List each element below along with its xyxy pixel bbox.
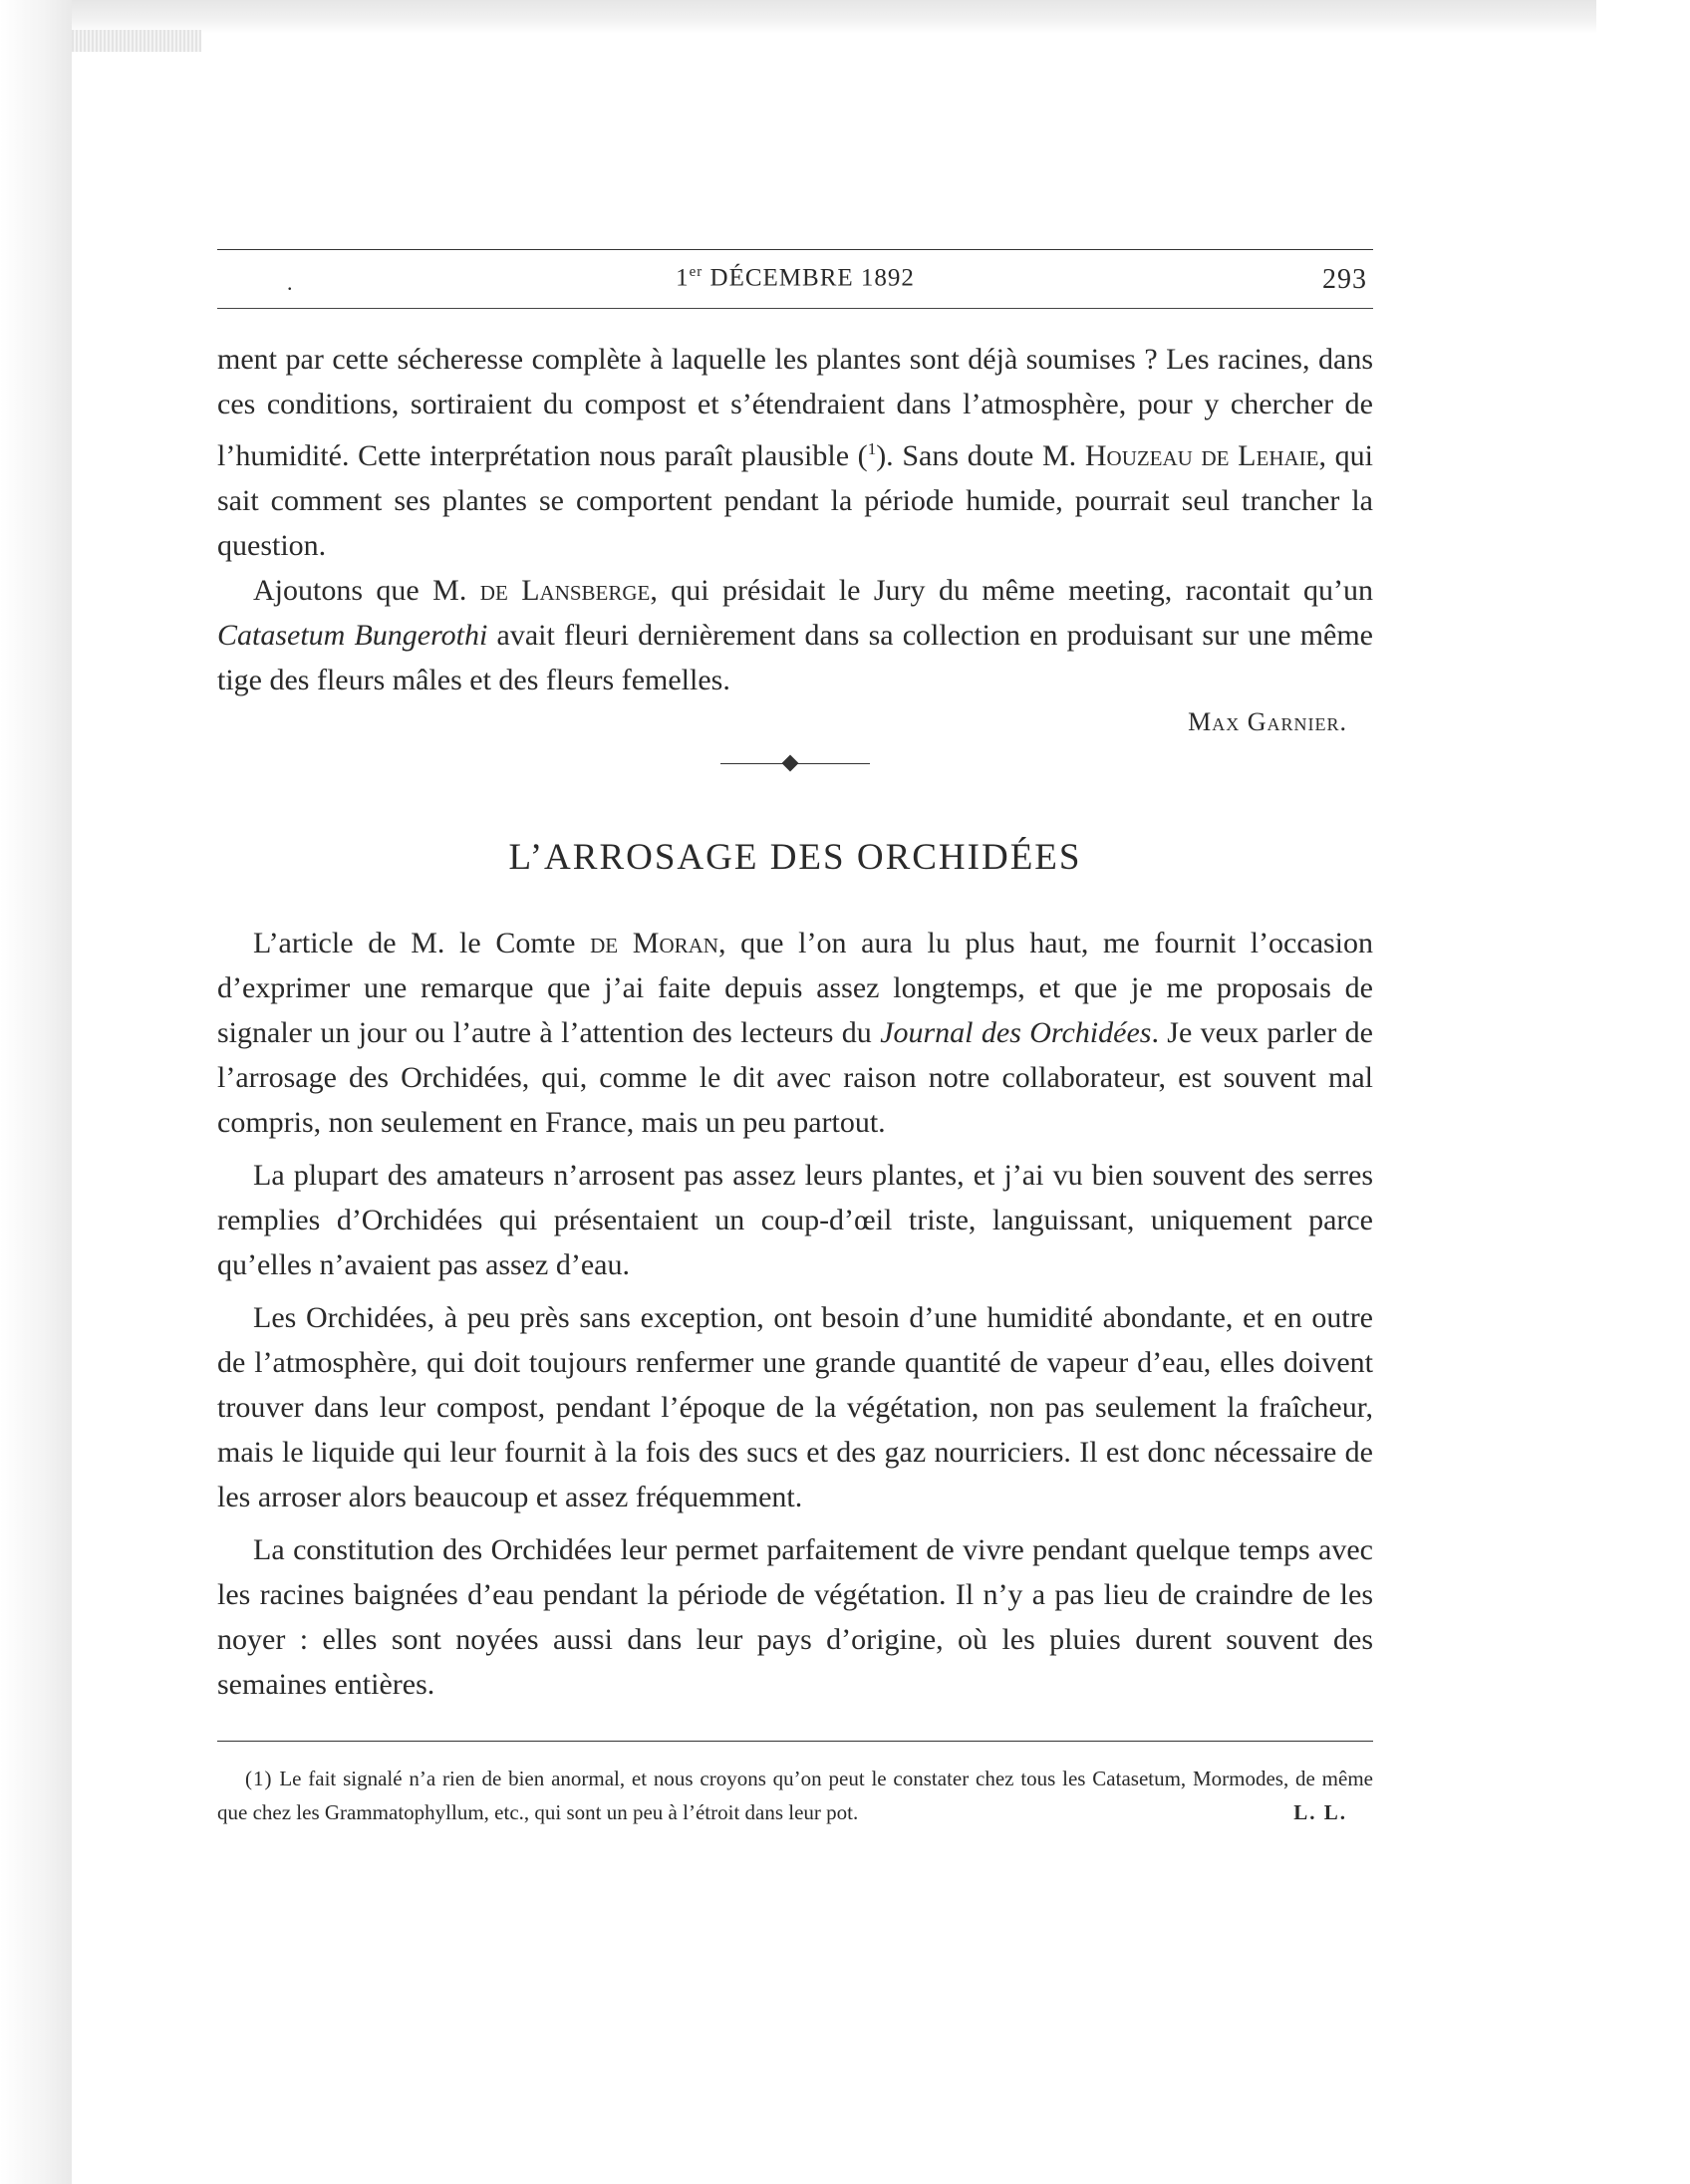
footnote-reference: 1 [867, 439, 877, 458]
running-header [217, 250, 1373, 308]
species-name: Catasetum Bungerothi [217, 619, 488, 652]
journal-title: Journal des Orchidées [880, 1016, 1152, 1049]
article-paragraph-3: Les Orchidées, à peu près sans exception, ont besoin d’une humidité abondante, et en outre de l’atmosphère, qui doit toujours renfermer une grande quantité de vapeur d’eau, elles doivent trouver dans leur compost, pendant l’époque de la végétation, non pas seulement la fraîcheur, mais le liquide qui leur fournit à la fois des sucs et des gaz nourriciers. Il est donc nécessaire de les arroser alors beaucoup et assez fréquemment. [217, 1301, 1373, 1513]
continued-text [217, 337, 1373, 742]
scan-edge-left [0, 0, 72, 2184]
article-paragraph-1: L’article de M. le Comte de Moran, que l’on aura lu plus haut, me fournit l’occasion d’exprimer une remarque que j’ai faite depuis assez longtemps, et que je me proposais de signaler un jour ou l’autre à l’attention des lecteurs du Journal des Orchidées. Je veux parler de l’arrosage des Orchidées, qui, comme le dit avec raison notre collaborateur, est souvent mal compris, non seulement en France, mais un peu partout. [217, 927, 1374, 1139]
footnote-number: (1) [245, 1767, 273, 1790]
section-divider-ornament [720, 756, 870, 772]
continued-paragraph-1: ment par cette sécheresse complète à laquelle les plantes sont déjà soumises ? Les racines, dans ces conditions, sortiraient du compost et s’étendraient dans l’atmosphère, pour y chercher de l’humidité. Cette interprétation nous paraît plausible ($^1$). Sans doute M. Houzeau de Lehaie, qui sait comment ses plantes se comportent pendant la période humide, pourrait seul trancher la question. [217, 343, 1373, 562]
article-body [217, 921, 1373, 1707]
footnote-initials: L. L. [1293, 1800, 1347, 1824]
scan-corner-artifact [72, 30, 201, 52]
page-number: 293 [1322, 264, 1367, 295]
header-bottom-rule [217, 308, 1373, 309]
person-name-lansberge: de Lansberge [479, 574, 651, 607]
article-paragraph-4: La constitution des Orchidées leur permet parfaitement de vivre pendant quelque temps avec les racines baignées d’eau pendant la période de végétation. Il n’y a pas lieu de craindre de les noyer : elles sont noyées aussi dans leur pays d’origine, où les pluies durent souvent des semaines entières. [217, 1533, 1373, 1701]
footnote-rule [217, 1741, 1373, 1742]
header-dot: . [287, 270, 294, 295]
article-paragraph-2: La plupart des amateurs n’arrosent pas assez leurs plantes, et j’ai vu bien souvent des serres remplies d’Orchidées qui présentaient un coup-d’œil triste, languissant, uniquement parce qu’elles n’avaient pas assez d’eau. [217, 1159, 1373, 1281]
scan-edge-top [72, 0, 1596, 34]
journal-page [217, 249, 1373, 1829]
header-date: 1er DÉCEMBRE 1892 [676, 264, 915, 292]
person-name-moran: de Moran [590, 927, 718, 959]
person-name-houzeau: Houzeau de Lehaie [1084, 439, 1319, 472]
continued-paragraph-2: Ajoutons que M. de Lansberge, qui présidait le Jury du même meeting, racontait qu’un Catasetum Bungerothi avait fleuri dernièrement dans sa collection en produisant sur une même tige des fleurs mâles et des fleurs femelles. [217, 574, 1374, 696]
article-title: L’ARROSAGE DES ORCHIDÉES [508, 837, 1082, 878]
author-signature: Max Garnier. [1188, 707, 1347, 736]
footnote [217, 1762, 1373, 1829]
footnote-text: Le fait signalé n’a rien de bien anormal, et nous croyons qu’on peut le constater chez tous les Catasetum, Mormodes, de même que chez les Grammatophyllum, etc., qui sont un peu à l’étroit dans leur pot. [217, 1767, 1373, 1824]
